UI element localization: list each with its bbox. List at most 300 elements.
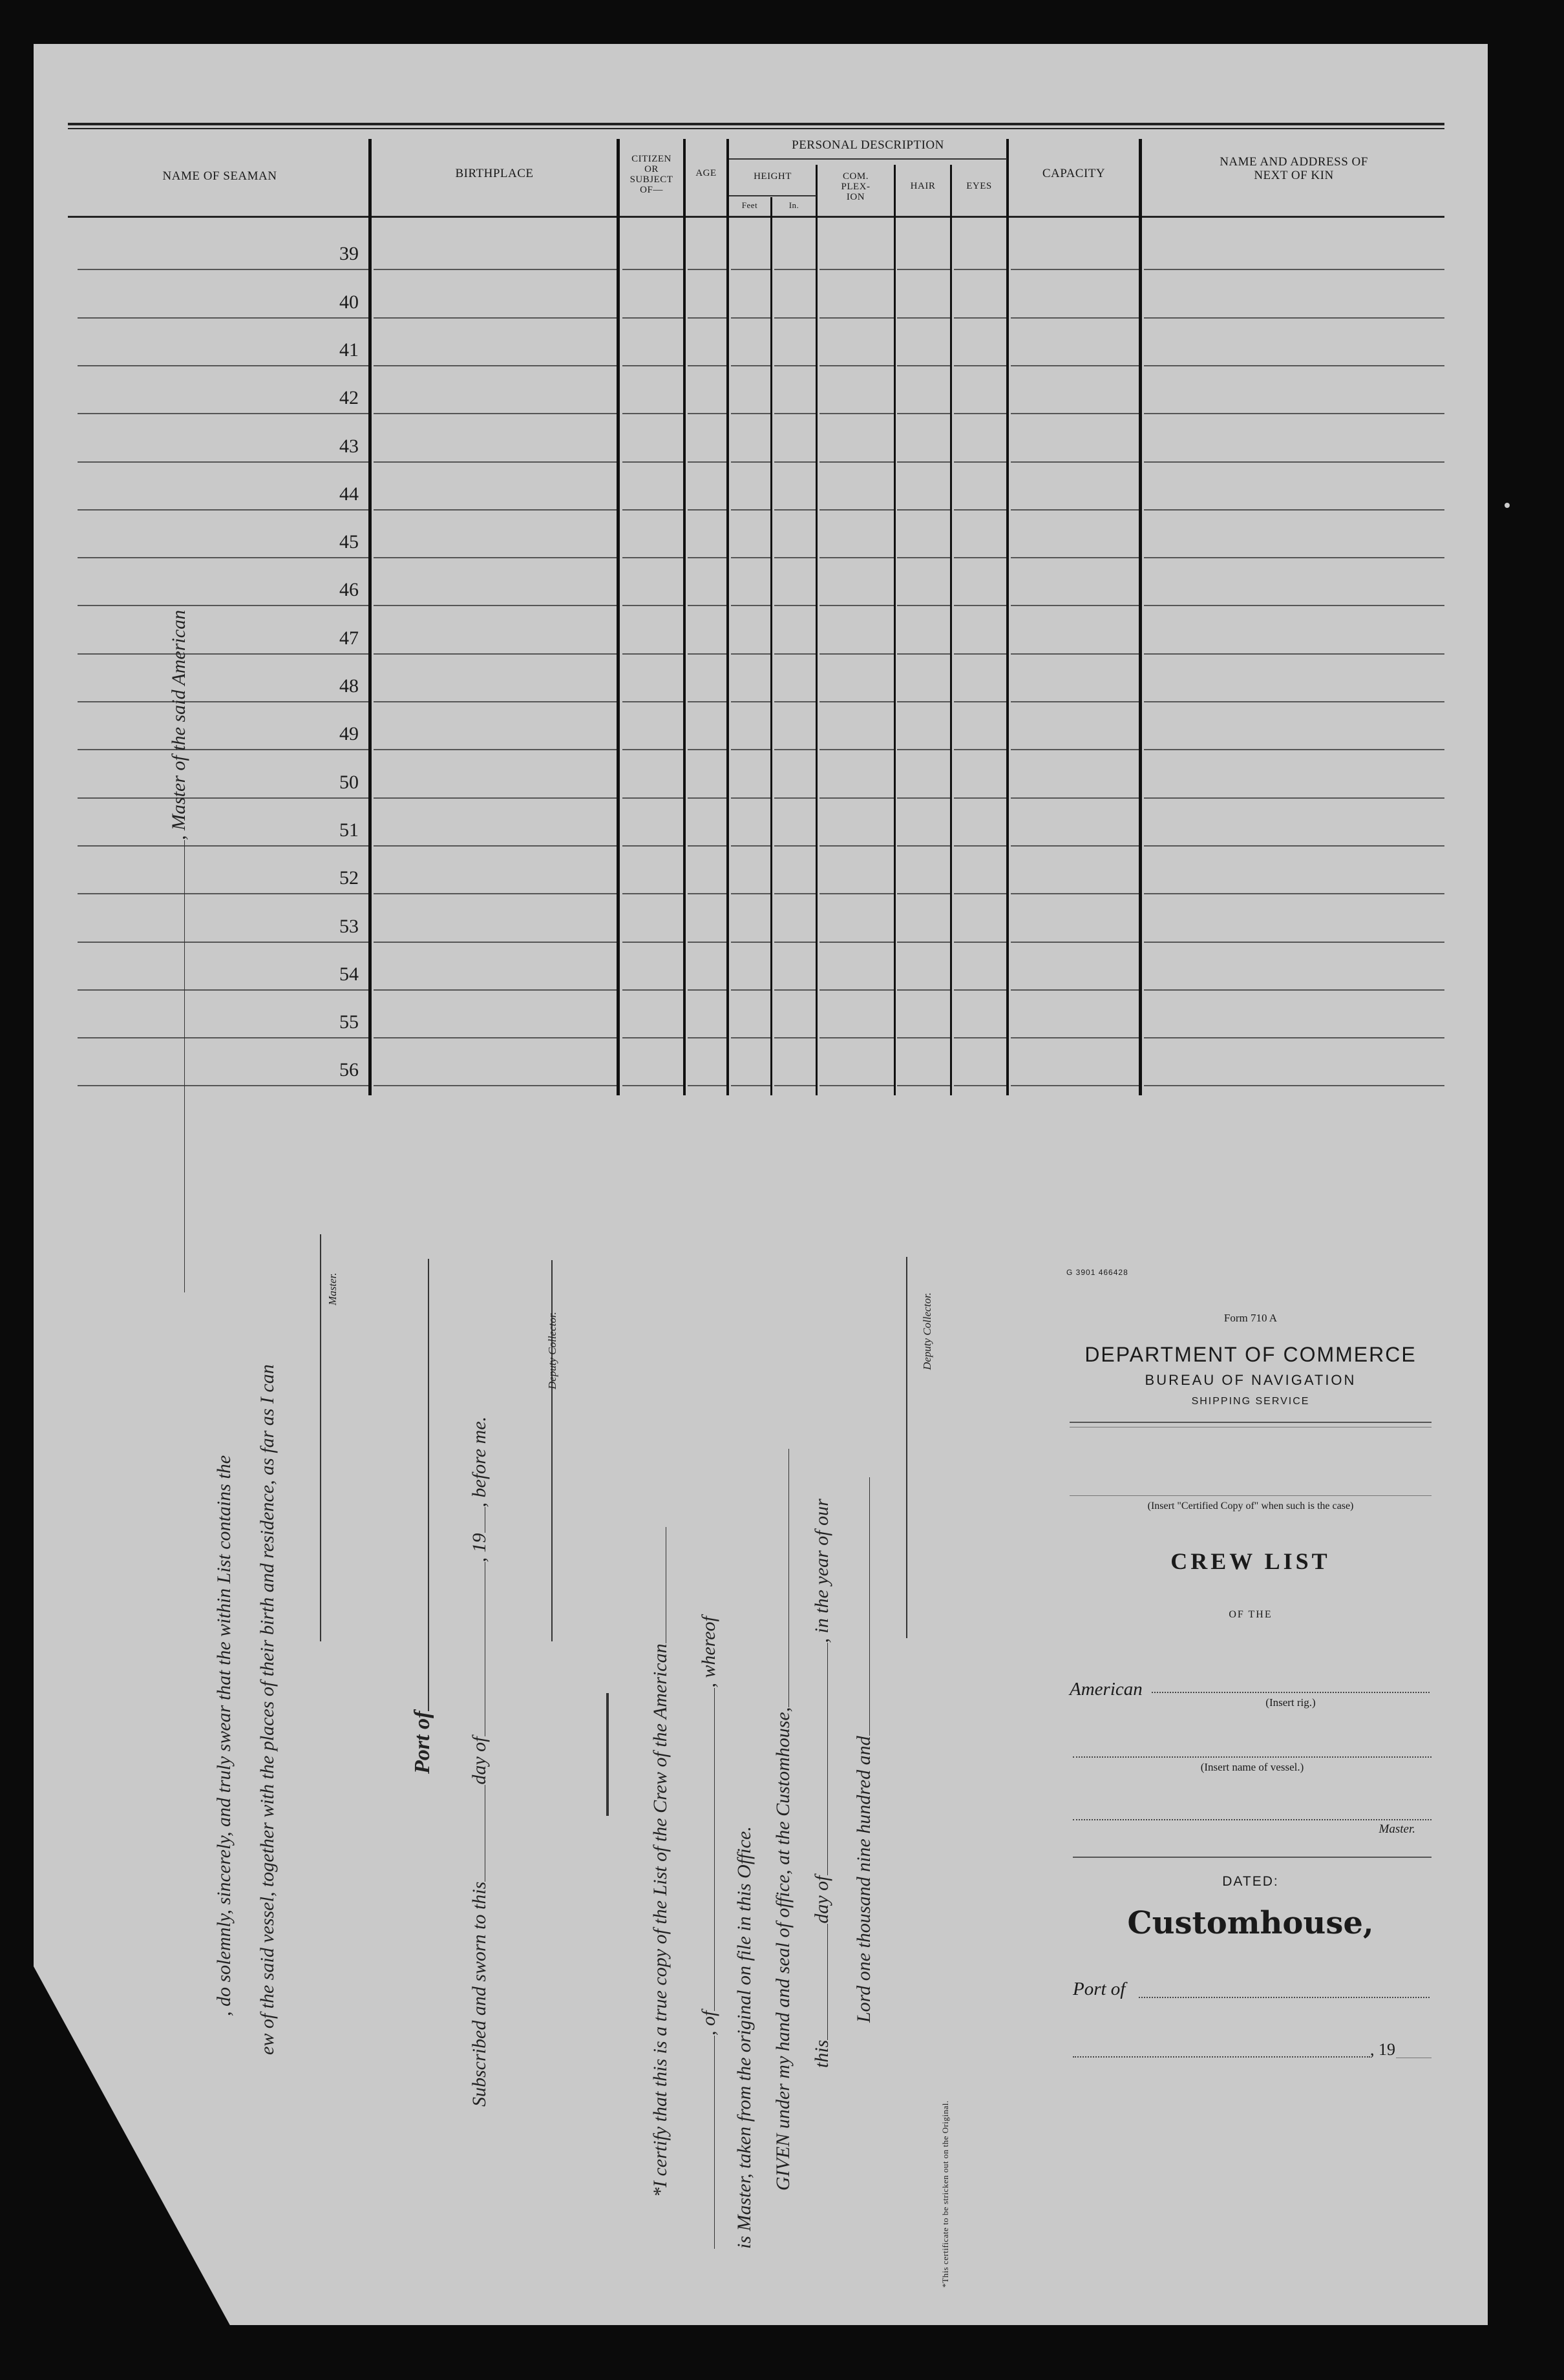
row-rule (1011, 461, 1139, 463)
row-rule (1011, 365, 1139, 366)
row-rule (819, 893, 894, 894)
row-rule (622, 893, 683, 894)
row-rule (819, 509, 894, 511)
row-rule (1011, 557, 1139, 558)
row-rule (954, 989, 1006, 991)
row-rule (688, 1085, 726, 1086)
row-rule (1144, 365, 1444, 366)
header-inches: In. (788, 200, 799, 210)
row-rule (622, 269, 683, 270)
row-rule (622, 509, 683, 511)
certificate-line-1-text: *I certify that this is a true copy of the List of the Crew of the American (650, 1643, 671, 2197)
oath-before-me: , before me. (469, 1416, 490, 1508)
row-rule (954, 942, 1006, 943)
row-rule (897, 1085, 950, 1086)
oath-line-2-text: , do solemnly, sincerely, and truly swear that the within List contains the (213, 1455, 235, 2016)
row-rule (78, 893, 368, 894)
height-rule (729, 195, 816, 196)
row-rule (731, 509, 770, 511)
row-rule (897, 893, 950, 894)
bureau-title: BUREAU OF NAVIGATION (1145, 1372, 1357, 1388)
header-eyes: EYES (966, 181, 992, 191)
row-rule (819, 461, 894, 463)
row-rule (622, 845, 683, 847)
certificate-line-2 (698, 1616, 720, 2249)
department-title: DEPARTMENT OF COMMERCE (1084, 1343, 1417, 1366)
row-rule (819, 1037, 894, 1038)
row-rule (954, 509, 1006, 511)
row-rule (1144, 989, 1444, 991)
oath-line-1 (168, 610, 190, 1292)
row-number: 39 (339, 243, 359, 264)
row-rule (1011, 653, 1139, 655)
row-rule (78, 317, 368, 319)
crew-table (0, 0, 1564, 1099)
cover-year-label: , 19 (1370, 2040, 1395, 2059)
row-rule (897, 605, 950, 606)
row-rule (78, 989, 368, 991)
row-rule (688, 605, 726, 606)
row-rule (374, 942, 617, 943)
row-rule (374, 653, 617, 655)
row-rule (819, 605, 894, 606)
row-rule (954, 1085, 1006, 1086)
row-rule (954, 1037, 1006, 1038)
row-rule (819, 797, 894, 799)
oath-line-1-text: , Master of the said American (168, 609, 189, 840)
rig-field (1152, 1692, 1430, 1693)
row-rule (1144, 701, 1444, 702)
row-rule (1144, 557, 1444, 558)
row-rule (688, 509, 726, 511)
row-number: 51 (339, 819, 359, 841)
row-rule (954, 605, 1006, 606)
row-rule (622, 461, 683, 463)
row-rule (897, 269, 950, 270)
col-divider-name (368, 139, 372, 1095)
header-next-of-kin (1142, 155, 1446, 182)
oath-deputy-collector: Deputy Collector. (546, 1312, 558, 1389)
cover-master-label: Master. (1379, 1822, 1415, 1836)
row-rule (688, 269, 726, 270)
cover-rule-lower (1073, 1857, 1432, 1858)
row-rule (1144, 461, 1444, 463)
row-rule (819, 749, 894, 750)
row-rule (731, 461, 770, 463)
certificate-lord: Lord one thousand nine hundred and (853, 1736, 874, 2023)
row-rule (731, 701, 770, 702)
row-rule (819, 365, 894, 366)
row-rule (819, 413, 894, 414)
row-rule (1144, 893, 1444, 894)
row-rule (897, 461, 950, 463)
col-divider-capacity (1139, 139, 1142, 1095)
certificate-day-of: day of (811, 1875, 832, 1924)
row-rule (819, 845, 894, 847)
row-rule (1144, 845, 1444, 847)
section-divider (606, 1693, 609, 1816)
col-divider-height (816, 165, 818, 1095)
header-hair: HAIR (910, 181, 936, 191)
row-rule (688, 317, 726, 319)
certificate-line-6 (853, 1477, 875, 2023)
col-divider-hair (950, 165, 952, 1095)
row-rule (78, 557, 368, 558)
row-rule (954, 269, 1006, 270)
row-rule (954, 365, 1006, 366)
row-rule (374, 893, 617, 894)
row-rule (774, 461, 816, 463)
row-rule (731, 1037, 770, 1038)
row-rule (78, 269, 368, 270)
row-rule (688, 845, 726, 847)
row-rule (688, 413, 726, 414)
row-rule (1144, 653, 1444, 655)
header-height: HEIGHT (754, 171, 792, 182)
row-number: 50 (339, 772, 359, 793)
row-rule (1011, 1085, 1139, 1086)
row-rule (78, 605, 368, 606)
row-rule (774, 1037, 816, 1038)
row-rule (731, 749, 770, 750)
row-rule (374, 557, 617, 558)
row-rule (954, 413, 1006, 414)
row-rule (78, 797, 368, 799)
of-the-label: OF THE (1229, 1609, 1273, 1620)
row-rule (1011, 701, 1139, 702)
row-rule (688, 653, 726, 655)
header-birthplace: BIRTHPLACE (455, 167, 534, 180)
header-complexion-line: ION (846, 192, 865, 202)
oath-year: , 19 (469, 1533, 490, 1563)
oath-line-2 (213, 1455, 235, 2055)
row-rule (78, 942, 368, 943)
col-divider-eyes (1006, 139, 1009, 1095)
row-rule (688, 557, 726, 558)
row-rule (622, 1085, 683, 1086)
row-rule (622, 653, 683, 655)
row-rule (622, 942, 683, 943)
row-rule (774, 1085, 816, 1086)
row-rule (688, 1037, 726, 1038)
row-rule (774, 557, 816, 558)
row-number: 46 (339, 579, 359, 600)
row-rule (622, 749, 683, 750)
row-rule (1144, 509, 1444, 511)
row-rule (774, 413, 816, 414)
certificate-whereof: , whereof (698, 1616, 719, 1688)
row-rule (819, 1085, 894, 1086)
row-rule (774, 365, 816, 366)
certificate-year-of-our: , in the year of our (811, 1499, 832, 1643)
row-number: 47 (339, 627, 359, 649)
row-rule (374, 317, 617, 319)
row-rule (774, 942, 816, 943)
row-number: 43 (339, 436, 359, 457)
row-rule (819, 653, 894, 655)
row-rule (819, 557, 894, 558)
row-rule (78, 1037, 368, 1038)
row-rule (897, 845, 950, 847)
certificate-line-4-text: GIVEN under my hand and seal of office, at the Customhouse, (772, 1707, 794, 2191)
row-rule (1011, 605, 1139, 606)
row-rule (819, 942, 894, 943)
row-number: 40 (339, 291, 359, 313)
header-capacity: CAPACITY (1042, 167, 1106, 180)
certificate-line-1 (650, 1527, 671, 2197)
row-rule (688, 942, 726, 943)
row-rule (731, 797, 770, 799)
row-rule (954, 701, 1006, 702)
row-rule (622, 605, 683, 606)
row-rule (374, 1085, 617, 1086)
row-number: 55 (339, 1011, 359, 1033)
header-complexion-line: COM. (843, 171, 869, 182)
row-number: 56 (339, 1059, 359, 1080)
header-citizen-line: SUBJECT (629, 174, 673, 185)
row-rule (897, 413, 950, 414)
row-rule (1144, 797, 1444, 799)
row-rule (688, 461, 726, 463)
row-rule (622, 797, 683, 799)
vessel-name-field (1073, 1756, 1432, 1758)
row-rule (374, 365, 617, 366)
print-code: G 3901 466428 (1066, 1268, 1128, 1277)
oath-subscribed-text: Subscribed and sworn to this (469, 1881, 490, 2107)
row-rule (1144, 317, 1444, 319)
row-rule (897, 749, 950, 750)
oath-master-label: Master. (326, 1272, 339, 1305)
row-rule (819, 989, 894, 991)
row-rule (374, 605, 617, 606)
row-rule (1144, 942, 1444, 943)
certificate-this: this (811, 2039, 832, 2068)
row-rule (78, 461, 368, 463)
row-rule (374, 461, 617, 463)
row-rule (1011, 509, 1139, 511)
certified-copy-line (1070, 1495, 1432, 1496)
row-rule (1144, 1085, 1444, 1086)
oath-line-3: ew of the said vessel, together with the places of their birth and residence, as far as I can (257, 1364, 278, 2055)
row-rule (688, 989, 726, 991)
row-rule (774, 509, 816, 511)
row-rule (622, 1037, 683, 1038)
header-next-of-kin-line: NEXT OF KIN (1254, 169, 1334, 182)
row-rule (954, 893, 1006, 894)
row-rule (819, 269, 894, 270)
row-rule (1011, 893, 1139, 894)
row-rule (1144, 605, 1444, 606)
service-title: SHIPPING SERVICE (1191, 1396, 1310, 1407)
row-rule (374, 269, 617, 270)
customhouse-label: Customhouse, (1127, 1905, 1374, 1941)
row-rule (78, 365, 368, 366)
row-rule (374, 701, 617, 702)
row-rule (774, 701, 816, 702)
row-rule (954, 845, 1006, 847)
row-rule (1144, 269, 1444, 270)
row-rule (774, 605, 816, 606)
certificate-footnote: *This certificate to be stricken out on the Original. (940, 2100, 950, 2288)
row-rule (954, 653, 1006, 655)
row-number: 42 (339, 387, 359, 408)
row-rule (897, 509, 950, 511)
cover-port-of-label: Port of (1073, 1979, 1126, 1999)
oath-port-of (410, 1259, 435, 1774)
row-rule (819, 317, 894, 319)
row-rule (954, 557, 1006, 558)
row-rule (954, 749, 1006, 750)
row-rule (374, 1037, 617, 1038)
header-citizen (620, 154, 683, 195)
certified-copy-note: (Insert "Certified Copy of" when such is the case) (1147, 1501, 1354, 1511)
row-rule (374, 989, 617, 991)
row-rule (78, 1085, 368, 1086)
row-rule (1011, 749, 1139, 750)
dated-label: DATED: (1222, 1874, 1279, 1889)
row-rule (622, 413, 683, 414)
col-divider-feet (770, 197, 772, 1095)
row-rule (374, 797, 617, 799)
header-name-of-seaman: NAME OF SEAMAN (162, 169, 277, 183)
form-number: Form 710 A (1223, 1312, 1278, 1324)
insert-rig-note: (Insert rig.) (1265, 1696, 1316, 1709)
row-rule (374, 845, 617, 847)
row-rule (688, 797, 726, 799)
row-rule (688, 749, 726, 750)
certificate-line-5 (811, 1499, 833, 2068)
oath-port-of-label: Port of (410, 1711, 434, 1774)
row-rule (731, 413, 770, 414)
row-rule (374, 749, 617, 750)
header-complexion (818, 171, 894, 202)
cover-port-field (1139, 1997, 1430, 1998)
row-rule (1011, 797, 1139, 799)
row-rule (731, 989, 770, 991)
row-rule (774, 893, 816, 894)
row-number: 53 (339, 916, 359, 937)
row-rule (1011, 942, 1139, 943)
header-feet: Feet (741, 200, 758, 210)
col-divider-citizen (683, 139, 686, 1095)
row-rule (774, 845, 816, 847)
row-rule (78, 701, 368, 702)
row-rule (819, 701, 894, 702)
row-rule (954, 317, 1006, 319)
row-rule (954, 461, 1006, 463)
row-number: 41 (339, 339, 359, 361)
cover-rule (1070, 1422, 1432, 1423)
insert-vessel-note: (Insert name of vessel.) (1200, 1761, 1304, 1773)
header-citizen-line: OF— (640, 185, 663, 195)
row-rule (78, 509, 368, 511)
row-rule (731, 557, 770, 558)
row-number: 44 (339, 483, 359, 505)
header-citizen-line: OR (644, 164, 659, 174)
row-rule (1011, 1037, 1139, 1038)
row-rule (731, 942, 770, 943)
row-rule (774, 797, 816, 799)
certificate-deputy-collector: Deputy Collector. (921, 1292, 933, 1370)
certificate-line-3: is Master, taken from the original on file in this Office. (734, 1826, 755, 2249)
row-rule (731, 605, 770, 606)
row-rule (774, 317, 816, 319)
row-rule (897, 653, 950, 655)
col-divider-birthplace (617, 139, 620, 1095)
header-next-of-kin-line: NAME AND ADDRESS OF (1220, 155, 1368, 169)
row-rule (1011, 989, 1139, 991)
row-rule (731, 893, 770, 894)
row-rule (774, 269, 816, 270)
row-rule (374, 509, 617, 511)
certificate-deputy-signature-line (906, 1257, 907, 1638)
row-rule (954, 797, 1006, 799)
header-citizen-line: CITIZEN (631, 154, 671, 164)
oath-subscribed (469, 1416, 491, 2107)
row-rule (688, 893, 726, 894)
row-rule (774, 989, 816, 991)
row-rule (1144, 749, 1444, 750)
certificate-line-4 (772, 1449, 794, 2191)
col-divider-age (726, 139, 729, 1095)
personal-desc-rule (729, 158, 1007, 160)
row-rule (897, 317, 950, 319)
row-rule (897, 701, 950, 702)
row-number: 45 (339, 531, 359, 553)
col-divider-complexion (894, 165, 896, 1095)
row-rule (731, 653, 770, 655)
header-age: AGE (695, 168, 717, 178)
cover-date-field (1073, 2056, 1370, 2058)
row-rule (688, 365, 726, 366)
row-rule (897, 942, 950, 943)
row-rule (78, 749, 368, 750)
row-rule (774, 749, 816, 750)
american-label: American (1070, 1679, 1143, 1700)
row-rule (78, 413, 368, 414)
row-rule (897, 557, 950, 558)
crew-list-title: CREW LIST (1170, 1548, 1331, 1574)
row-rule (78, 653, 368, 655)
cover-master-field (1073, 1819, 1432, 1820)
row-rule (1011, 845, 1139, 847)
row-rule (731, 317, 770, 319)
row-rule (774, 653, 816, 655)
row-rule (622, 701, 683, 702)
row-number: 49 (339, 723, 359, 744)
row-rule (897, 365, 950, 366)
master-signature-line (320, 1234, 321, 1641)
row-number: 54 (339, 964, 359, 985)
row-rule (731, 845, 770, 847)
row-rule (1011, 317, 1139, 319)
row-rule (731, 1085, 770, 1086)
row-rule (897, 797, 950, 799)
row-number: 48 (339, 675, 359, 697)
row-rule (1011, 413, 1139, 414)
header-personal-description: PERSONAL DESCRIPTION (792, 138, 944, 152)
row-rule (622, 317, 683, 319)
row-rule (374, 413, 617, 414)
row-rule (1144, 413, 1444, 414)
row-rule (688, 701, 726, 702)
row-rule (1011, 269, 1139, 270)
row-rule (622, 557, 683, 558)
row-rule (622, 989, 683, 991)
row-rule (731, 365, 770, 366)
header-complexion-line: PLEX- (841, 182, 871, 192)
row-rule (897, 1037, 950, 1038)
